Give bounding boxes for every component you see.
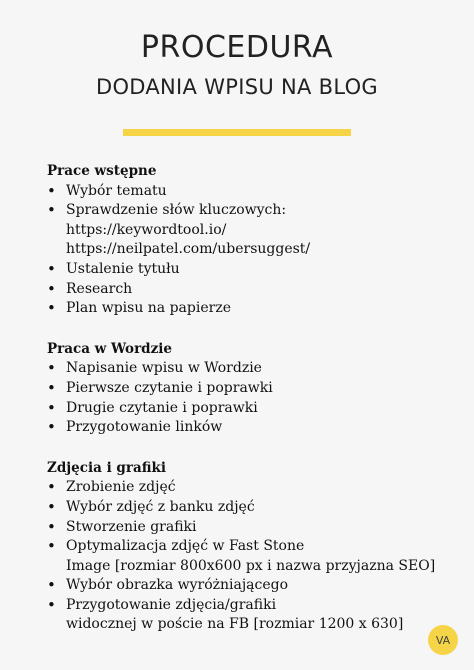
list-item-line: widocznej w poście na FB [rozmiar 1200 x 630] (66, 616, 404, 633)
list-item (47, 596, 447, 635)
bullet-list (47, 478, 447, 635)
procedure-content (47, 162, 447, 656)
section-title: Prace wstępne (47, 163, 157, 179)
list-item-line: • Wybór obrazka wyróżniającego (66, 577, 289, 594)
list-item-line: • Przygotowanie linków (66, 419, 223, 436)
accent-divider (123, 129, 351, 136)
list-item-line: https://keywordtool.io/ (66, 221, 227, 238)
page-subtitle: DODANIA WPISU NA BLOG (95, 75, 379, 99)
badge-initials: VA (435, 633, 451, 647)
list-item (47, 478, 447, 498)
list-item (47, 299, 447, 319)
list-item-line: • Pierwsze czytanie i poprawki (66, 379, 273, 396)
list-item (47, 498, 447, 518)
list-item-line: • Research (66, 280, 133, 297)
list-item-line: • Napisanie wpisu w Wordzie (66, 360, 262, 377)
list-item-line: Image [rozmiar 800x600 px i nazwa przyjazna SEO] (66, 557, 436, 574)
section-0 (47, 162, 447, 319)
author-badge (428, 625, 458, 655)
list-item-line: • Przygotowanie zdjęcia/grafiki (66, 596, 277, 613)
list-item (47, 182, 447, 202)
list-item (47, 576, 447, 596)
list-item-line: • Stworzenie grafiki (66, 518, 197, 535)
list-item-line: https://neilpatel.com/ubersuggest/ (66, 241, 311, 258)
list-item (47, 280, 447, 300)
list-item (47, 518, 447, 538)
list-item (47, 201, 447, 260)
list-item-line: • Sprawdzenie słów kluczowych: (66, 202, 287, 219)
list-item (47, 537, 447, 576)
list-item (47, 399, 447, 419)
section-title: Zdjęcia i grafiki (47, 459, 166, 476)
section-title: Praca w Wordzie (47, 340, 173, 357)
list-item (47, 260, 447, 280)
list-item-line: • Wybór zdjęć z banku zdjęć (66, 498, 255, 515)
list-item-line: • Wybór tematu (66, 182, 167, 199)
list-item (47, 418, 447, 438)
list-item-line: • Plan wpisu na papierze (66, 300, 231, 317)
section-1 (47, 340, 447, 438)
list-item (47, 379, 447, 399)
list-item (47, 359, 447, 379)
section-2 (47, 459, 447, 635)
list-item-line: • Ustalenie tytułu (66, 260, 180, 277)
list-item-line: • Drugie czytanie i poprawki (66, 399, 258, 416)
bullet-list (47, 359, 447, 437)
page-title: PROCEDURA (140, 30, 334, 65)
bullet-list (47, 182, 447, 319)
list-item-line: • Optymalizacja zdjęć w Fast Stone (66, 538, 305, 555)
list-item-line: • Zrobienie zdjęć (66, 479, 176, 496)
